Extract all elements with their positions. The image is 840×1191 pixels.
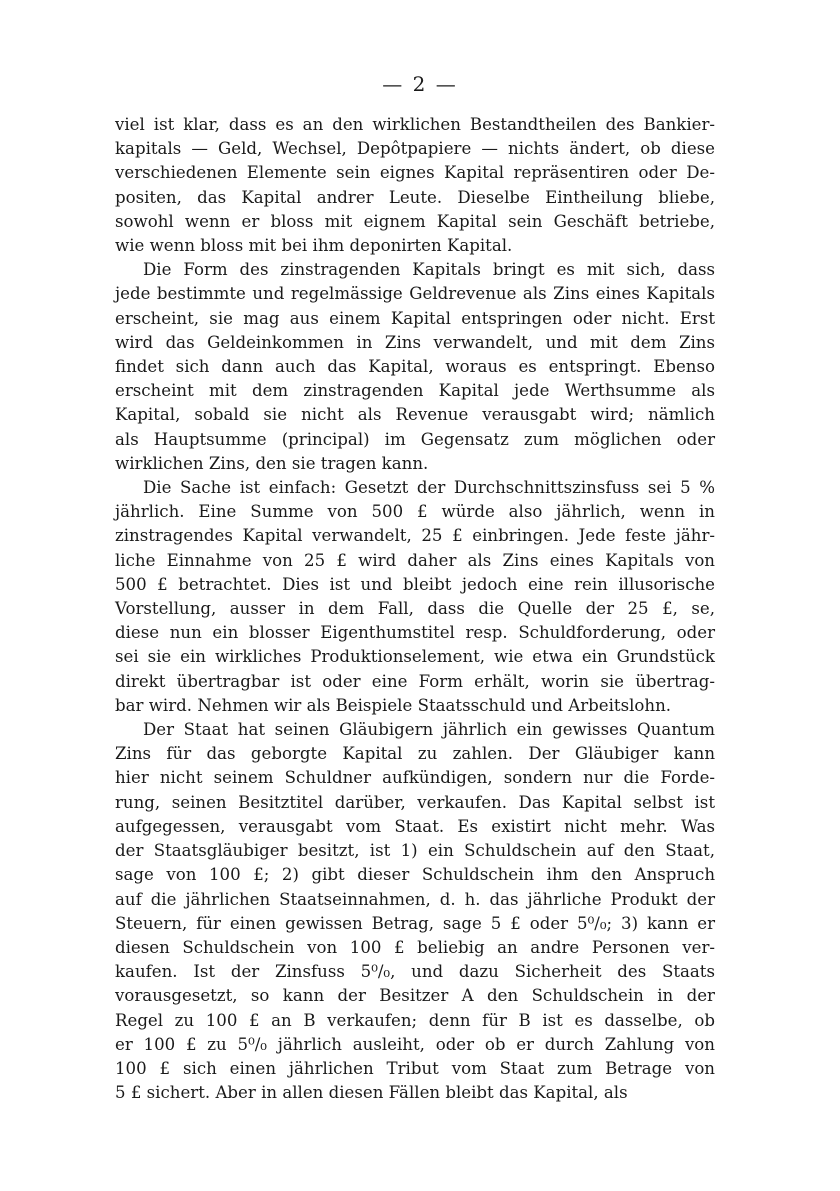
text-line: rung, seinen Besitztitel darüber, verkaufen. Das Kapital selbst ist: [115, 792, 715, 812]
text-line: diese nun ein blosser Eigenthumstitel resp. Schuldforderung, oder: [115, 623, 715, 643]
text-line: sage von 100 £; 2) gibt dieser Schuldschein ihm den Anspruch: [115, 865, 715, 885]
text-line: sowohl wenn er bloss mit eignem Kapital sein Geschäft betriebe,: [115, 211, 715, 231]
text-line: wie wenn bloss mit bei ihm deponirten Kapital.: [115, 236, 513, 256]
text-line: Kapital, sobald sie nicht als Revenue verausgabt wird; nämlich: [115, 405, 715, 425]
text-line: viel ist klar, dass es an den wirklichen Bestandtheilen des Bankier-: [115, 115, 715, 134]
text-line: Steuern, für einen gewissen Betrag, sage 5 £ oder 5⁰/₀; 3) kann er: [115, 913, 715, 933]
text-line: diesen Schuldschein von 100 £ beliebig an andre Personen ver-: [115, 937, 715, 957]
text-line: jede bestimmte und regelmässige Geldrevenue als Zins eines Kapitals: [115, 284, 715, 304]
page-number: — 2 —: [382, 72, 458, 96]
text-line: liche Einnahme von 25 £ wird daher als Zins eines Kapitals von: [115, 550, 715, 570]
text-line: kapitals — Geld, Wechsel, Depôtpapiere — nichts ändert, ob diese: [115, 139, 715, 159]
text-line: 100 £ sich einen jährlichen Tribut vom Staat zum Betrage von: [115, 1058, 715, 1078]
text-line: zinstragendes Kapital verwandelt, 25 £ einbringen. Jede feste jähr-: [115, 526, 715, 546]
text-line: auf die jährlichen Staatseinnahmen, d. h. das jährliche Produkt der: [115, 889, 715, 909]
text-line: jährlich. Eine Summe von 500 £ würde also jährlich, wenn in: [115, 502, 715, 522]
text-line: Regel zu 100 £ an B verkaufen; denn für B ist es dasselbe, ob: [115, 1010, 715, 1030]
text-line: 5 £ sichert. Aber in allen diesen Fällen bleibt das Kapital, als: [115, 1083, 628, 1103]
paragraph: [115, 718, 715, 1105]
text-line: vorausgesetzt, so kann der Besitzer A den Schuldschein in der: [115, 986, 715, 1006]
text-line: Zins für das geborgte Kapital zu zahlen. Der Gläubiger kann: [115, 744, 715, 764]
text-line: wird das Geldeinkommen in Zins verwandelt, und mit dem Zins: [115, 332, 715, 352]
text-line: Die Sache ist einfach: Gesetzt der Durchschnittszinsfuss sei 5 %: [143, 478, 715, 498]
text-line: positen, das Kapital andrer Leute. Dieselbe Eintheilung bliebe,: [115, 187, 715, 207]
text-line: wirklichen Zins, den sie tragen kann.: [115, 453, 429, 473]
text-line: Die Form des zinstragenden Kapitals bringt es mit sich, dass: [143, 260, 715, 280]
text-line: direkt übertragbar ist oder eine Form erhält, worin sie übertrag-: [115, 671, 715, 691]
text-line: erscheint, sie mag aus einem Kapital entspringen oder nicht. Erst: [115, 308, 715, 328]
text-line: findet sich dann auch das Kapital, woraus es entspringt. Ebenso: [115, 357, 715, 377]
text-line: bar wird. Nehmen wir als Beispiele Staatsschuld und Arbeitslohn.: [115, 695, 672, 715]
text-line: sei sie ein wirkliches Produktionselement, wie etwa ein Grundstück: [115, 647, 715, 667]
text-line: kaufen. Ist der Zinsfuss 5⁰/₀, und dazu Sicherheit des Staats: [115, 962, 715, 982]
document-body: [115, 113, 715, 1105]
text-line: verschiedenen Elemente sein eignes Kapital repräsentiren oder De-: [115, 163, 715, 183]
text-line: 500 £ betrachtet. Dies ist und bleibt jedoch eine rein illusorische: [115, 574, 715, 594]
text-line: Der Staat hat seinen Gläubigern jährlich ein gewisses Quantum: [143, 720, 715, 740]
paragraph: [115, 113, 715, 258]
text-line: der Staatsgläubiger besitzt, ist 1) ein Schuldschein auf den Staat,: [115, 841, 715, 861]
text-line: Vorstellung, ausser in dem Fall, dass die Quelle der 25 £, se,: [115, 599, 715, 619]
paragraph: [115, 476, 715, 718]
paragraph: [115, 258, 715, 476]
text-line: erscheint mit dem zinstragenden Kapital jede Werthsumme als: [115, 381, 715, 401]
text-line: er 100 £ zu 5⁰/₀ jährlich ausleiht, oder ob er durch Zahlung von: [115, 1034, 715, 1054]
text-line: als Hauptsumme (principal) im Gegensatz zum möglichen oder: [115, 429, 715, 449]
text-line: aufgegessen, verausgabt vom Staat. Es existirt nicht mehr. Was: [115, 816, 715, 836]
text-line: hier nicht seinem Schuldner aufkündigen, sondern nur die Forde-: [115, 768, 715, 788]
